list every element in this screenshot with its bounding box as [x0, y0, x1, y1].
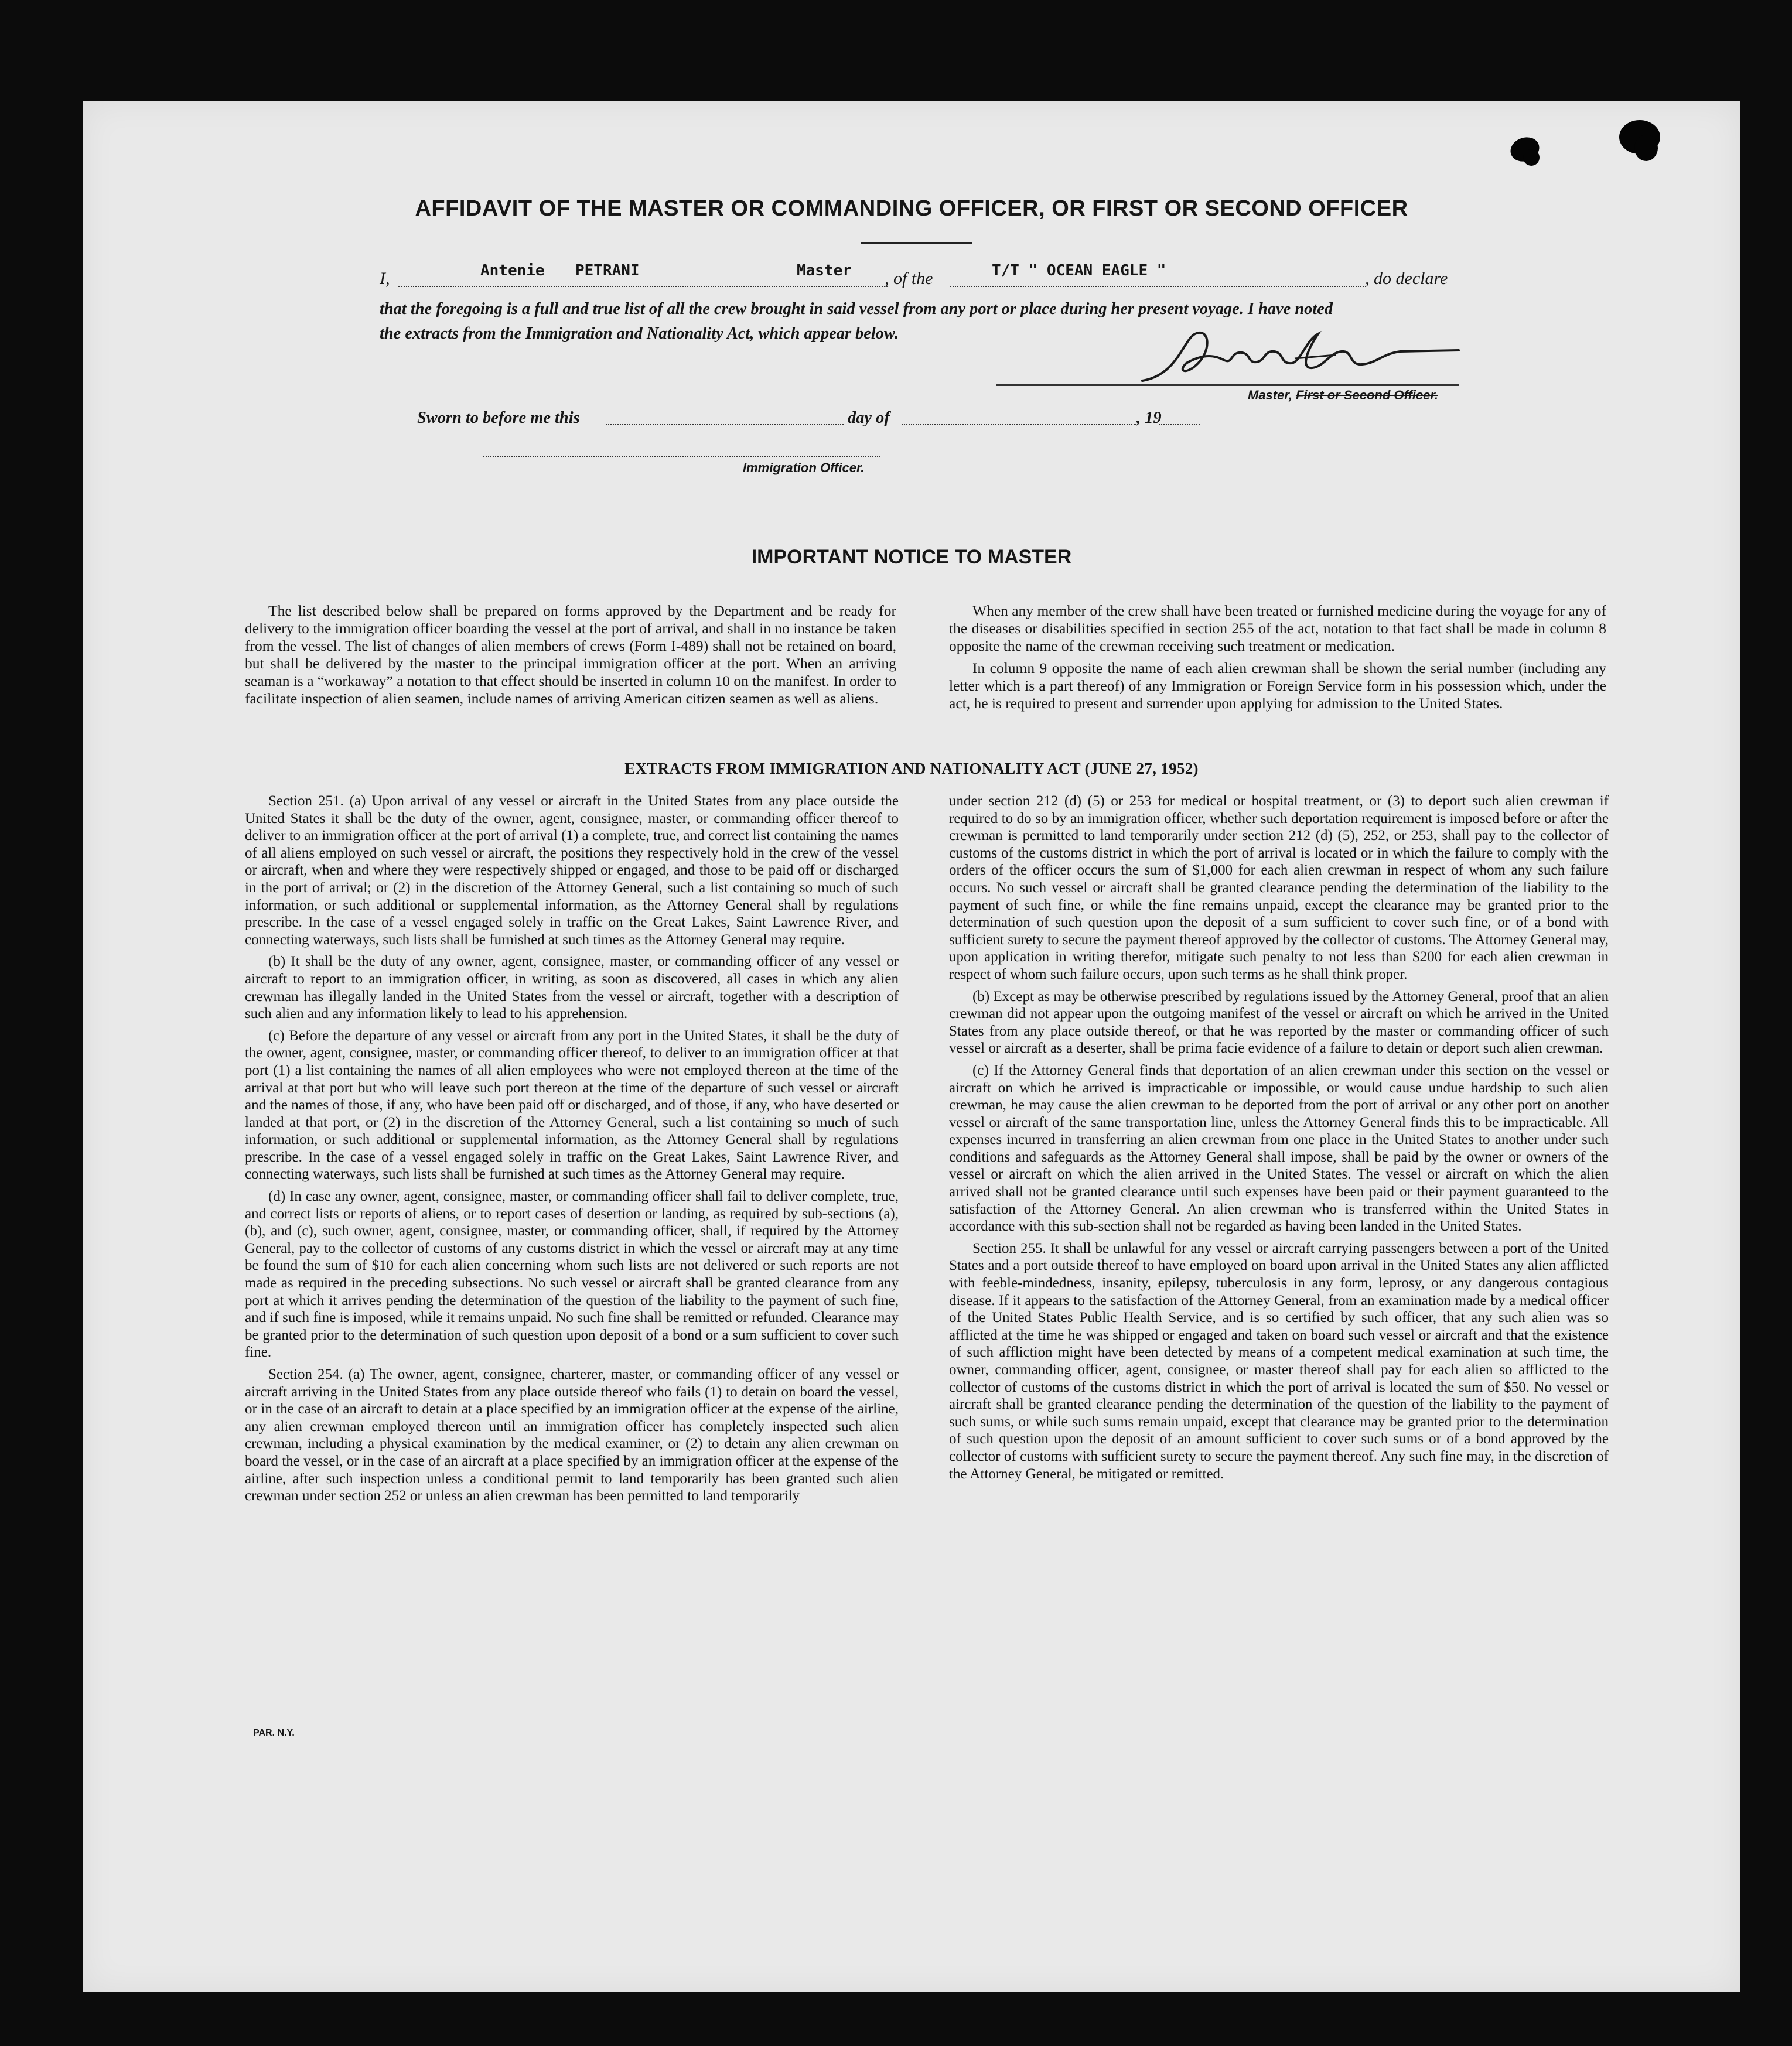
notice-right-p2: In column 9 opposite the name of each alien crewman shall be shown the serial number (including any letter which is a part thereof) of any Immigration or Foreign Service form in his possession which, under the act, he is required to present and surrender upon applying for admission to the United States.: [949, 660, 1606, 712]
extracts-left-column: [245, 793, 899, 1509]
sworn-day-line: [606, 424, 844, 425]
printer-mark: PAR. N.Y.: [253, 1728, 295, 1738]
immigration-officer-label: Immigration Officer.: [743, 460, 865, 475]
section-251-c: (c) Before the departure of any vessel or aircraft from any port in the United States, it shall be the duty of the owner, agent, consignee, master, or commanding officer thereof, to deliver to an immigration officer at that port (1) a list containing the names of all alien employees who were not employed thereon at the time of the arrival at that port but who will leave such port thereon at the time of the departure of such vessel or aircraft and the names of those, if any, who have been paid off or discharged, and of those, if any, who have deserted or landed at that port, or (2) in the discretion of the Attorney General, such a list containing so much of such information, or such additional or supplemental information, as the Attorney General shall by regulations prescribe. In the case of a vessel engaged solely in traffic on the Great Lakes, Saint Lawrence River, and connecting waterways, such lists shall be furnished at such times as the Attorney General may require.: [245, 1027, 899, 1183]
title-rule: [861, 242, 972, 244]
section-254-c: (c) If the Attorney General finds that deportation of an alien crewman under this section on the vessel or aircraft on which he arrived is impracticable or impossible, or would cause undue hardship to such alien crewman, he may cause the alien crewman to be deported from the port of arrival or any other port on another vessel or aircraft of the same transportation line, unless the Attorney General finds this to be impracticable. All expenses incurred in transferring an alien crewman from one place in the United States to another under such conditions and safeguards as the Attorney General shall impose, shall be paid by the owner or owners of the vessel or aircraft on which the alien arrived in the United States. The vessel or aircraft on which the alien arrived shall not be granted clearance until such expenses have been paid or their payment guaranteed to the satisfaction of the Attorney General. An alien crewman who is transferred within the United States in accordance with this sub-section shall not be regarded as having been landed in the United States.: [949, 1062, 1609, 1235]
rank: Master: [797, 262, 852, 279]
sworn-label: Sworn to before me this: [417, 409, 580, 427]
section-251-a: Section 251. (a) Upon arrival of any vessel or aircraft in the United States from any place outside the United States it shall be the duty of the owner, agent, consignee, master, or commanding officer thereof to deliver to an immigration officer at the port of arrival (1) a complete, true, and correct list containing the names of all aliens employed on such vessel or aircraft, the positions they respectively hold in the crew of the vessel or aircraft, when and where they were respectively shipped or engaged, and those to be paid off or discharged in the port of arrival; or (2) in the discretion of the Attorney General, such a list containing so much of such information, or such additional or supplemental information, as the Attorney General shall by regulations prescribe. In the case of a vessel engaged solely in traffic on the Great Lakes, Saint Lawrence River, and connecting waterways, such lists shall be furnished at such times as the Attorney General may require.: [245, 793, 899, 948]
notice-title: IMPORTANT NOTICE TO MASTER: [751, 546, 1072, 568]
year-label: , 19: [1136, 409, 1162, 427]
name-field-line: [398, 286, 888, 287]
affidavit-title: AFFIDAVIT OF THE MASTER OR COMMANDING OFFICER, OR FIRST OR SECOND OFFICER: [415, 196, 1408, 221]
section-254-a-cont: under section 212 (d) (5) or 253 for medical or hospital treatment, or (3) to deport such alien crewman if required to do so by an immigration officer, whether such deportation requirement is imposed before or after the crewman is permitted to land temporarily under section 212 (d) (5), 252, or 253, shall pay to the collector of customs of the customs district in which the port of arrival is located or in which the failure to comply with the orders of the officer occurs the sum of $1,000 for each alien crewman in respect of whom any such failure occurs. No such vessel or aircraft shall be granted clearance pending the determination of the liability to the payment of such fine, or while the fine remains unpaid, except the clearance may be granted prior to the determination of such question upon the deposit of a sum sufficient to cover such fine, or of a bond with sufficient surety to secure the payment thereof approved by the collector of customs. The Attorney General may, upon application in writing therefor, mitigate such penalty to not less than $200 for each alien crewman in respect of whom such failure occurs, upon such terms as he shall think proper.: [949, 793, 1609, 982]
signature-line: [996, 384, 1459, 386]
do-declare-label: , do declare: [1365, 269, 1448, 288]
notice-left-text: The list described below shall be prepared on forms approved by the Department and be ready for delivery to the immigration officer boarding the vessel at the port of arrival, and shall in no instance be taken from the vessel. The list of changes of alien members of crews (Form I-489) shall not be retained on board, but shall be delivered by the master to the principal immigration officer at the port. When an arriving seaman is a “workaway” a notation to that effect should be inserted in column 10 on the manifest. In order to facilitate inspection of alien seamen, include names of arriving American citizen seamen as well as aliens.: [245, 602, 896, 707]
signature-caption: [1248, 388, 1438, 403]
extracts-right-column: [949, 793, 1609, 1487]
section-255: Section 255. It shall be unlawful for any vessel or aircraft carrying passengers between a port of the United States and a port outside thereof to have employed on board upon arrival in the United States any alien afflicted with feeble-mindedness, insanity, epilepsy, tuberculosis in any form, leprosy, or any dangerous contagious disease. If it appears to the satisfaction of the Attorney General, from an examination made by a medical officer of the United States Public Health Service, and is so certified by such officer, that any such alien was so afflicted at the time he was shipped or engaged and taken on board such vessel or aircraft and that the existence of such affliction might have been detected by means of a competent medical examination at such time, the owner, commanding officer, agent, consignee, or master thereof shall pay for each alien so afflicted to the collector of customs of the customs district in which the port of arrival is located the sum of $50. No vessel or aircraft shall be granted clearance pending the determination of the question of the liability to the payment of such sums, or while such sums remain unpaid, except that clearance may be granted prior to the determination of such question upon the deposit of an amount sufficient to cover such sums or of a bond approved by the collector of customs with sufficient surety to secure the payment thereof. Any such fine may, in the discretion of the Attorney General, be mitigated or remitted.: [949, 1240, 1609, 1482]
i-label: I,: [380, 269, 390, 288]
notice-right: [949, 602, 1606, 717]
caption-master: Master,: [1248, 388, 1292, 402]
notice-right-p1: When any member of the crew shall have been treated or furnished medicine during the voyage for any of the diseases or disabilities specified in section 255 of the act, notation to that fact shall be made in column 8 opposite the name of the crewman receiving such treatment or medication.: [949, 602, 1606, 654]
ink-blot: [1523, 149, 1540, 166]
of-the-label: , of the: [885, 269, 933, 288]
immigration-officer-line: [483, 456, 880, 457]
name-last: PETRANI: [575, 262, 640, 279]
sworn-month-line: [902, 424, 1136, 425]
day-of-label: day of: [848, 409, 890, 427]
extracts-title: EXTRACTS FROM IMMIGRATION AND NATIONALITY ACT (JUNE 27, 1952): [624, 760, 1199, 777]
section-254-a: Section 254. (a) The owner, agent, consignee, charterer, master, or commanding officer of any vessel or aircraft arriving in the United States from any place outside thereof who fails (1) to detain on board the vessel, or in the case of an aircraft to detain at a place specified by an immigration officer at the expense of the airline, any alien crewman employed thereon until an immigration officer has completely inspected such alien crewman, including a physical examination by the medical examiner, or (2) to detain any alien crewman on board the vessel, or in the case of an aircraft at a place specified by an immigration officer at the expense of the airline, after such inspection unless a conditional permit to land temporarily has been granted such alien crewman under section 252 or unless an alien crewman has been permitted to land temporarily: [245, 1367, 899, 1504]
sworn-year-line: [1159, 424, 1200, 425]
master-signature: [1131, 316, 1482, 392]
name-first: Antenie: [480, 262, 545, 279]
statement-line-2: the extracts from the Immigration and Nationality Act, which appear below.: [380, 325, 899, 343]
statement-line-1: that the foregoing is a full and true list of all the crew brought in said vessel from any port or place during her present voyage. I have noted: [380, 300, 1333, 318]
ink-blot: [1634, 135, 1658, 161]
caption-struck: First or Second Officer.: [1295, 388, 1438, 402]
section-251-b: (b) It shall be the duty of any owner, agent, consignee, master, or commanding officer of any vessel or aircraft to report to an immigration officer, in writing, as soon as discovered, all cases in which any alien crewman has illegally landed in the United States from the vessel or aircraft, together with a description of such alien and any information likely to lead to his apprehension.: [245, 954, 899, 1022]
section-254-b: (b) Except as may be otherwise prescribed by regulations issued by the Attorney General, proof that an alien crewman did not appear upon the outgoing manifest of the vessel or aircraft on which he arrived in the United States from any place outside thereof, or that he was reported by the master or commanding officer of such vessel or aircraft as a deserter, shall be prima facie evidence of a failure to detain or deport such alien crewman.: [949, 988, 1609, 1057]
vessel-field-line: [950, 286, 1366, 287]
section-251-d: (d) In case any owner, agent, consignee, master, or commanding officer shall fail to deliver complete, true, and correct lists or reports of aliens, or to report cases of desertion or landing, as required by sub-sections (a), (b), and (c), such owner, agent, consignee, master, or commanding officer, shall, if required by the Attorney General, pay to the collector of customs of any customs district in which the vessel or aircraft may at any time be found the sum of $10 for each alien concerning whom such lists are not delivered or such reports are not made as required in the preceding subsections. No such vessel or aircraft shall be granted clearance from any port at which it arrives pending the determination of the question of the liability to the payment of such fine, and if such fine is imposed, while it remains unpaid. No such fine shall be remitted or refunded. Clearance may be granted prior to the determination of such question upon deposit of a bond or a sum sufficient to cover such fine.: [245, 1188, 899, 1361]
notice-left: [245, 602, 896, 712]
vessel-name: T/T " OCEAN EAGLE ": [992, 262, 1166, 279]
